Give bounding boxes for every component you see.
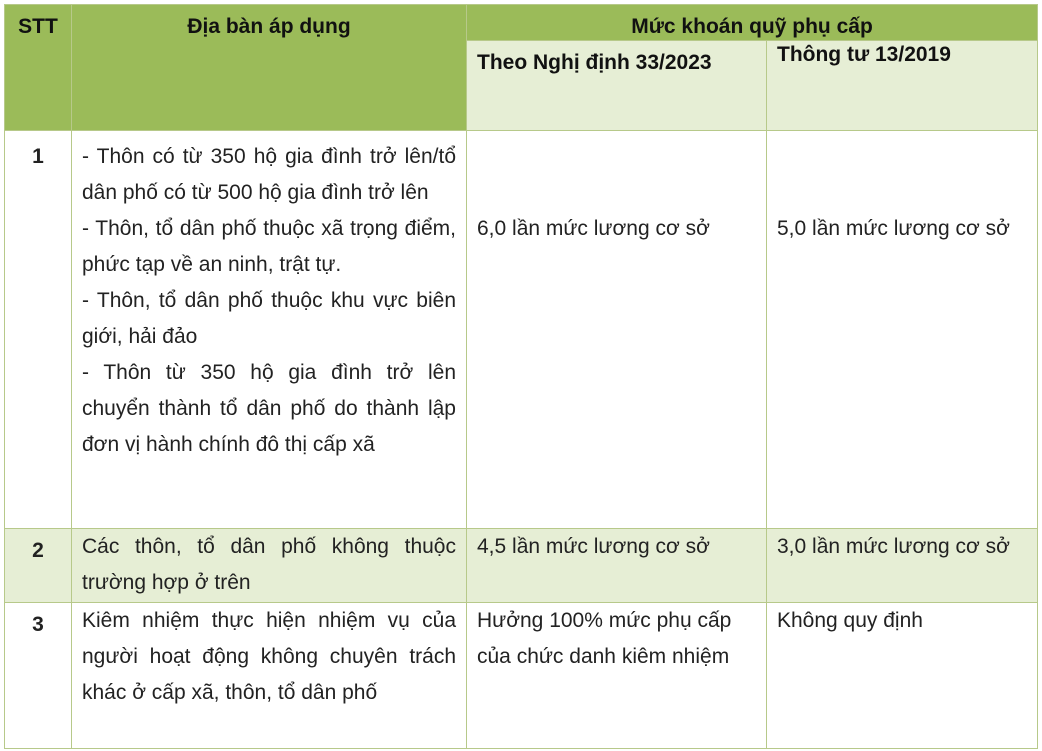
allowance-table bbox=[4, 4, 1038, 749]
row-decree-value: 4,5 lần mức lương cơ sở bbox=[467, 529, 767, 603]
header-decree-33-2023: Theo Nghị định 33/2023 bbox=[467, 41, 767, 131]
area-line: - Thôn, tổ dân phố thuộc xã trọng điểm, phức tạp về an ninh, trật tự. bbox=[82, 217, 456, 276]
row-decree-value: 6,0 lần mức lương cơ sở bbox=[467, 131, 767, 529]
table-row bbox=[5, 603, 1038, 749]
header-circular-13-2019: Thông tư 13/2019 bbox=[767, 41, 1038, 131]
row-decree-value: Hưởng 100% mức phụ cấp của chức danh kiêm nhiệm bbox=[467, 603, 767, 749]
header-area: Địa bàn áp dụng bbox=[72, 5, 467, 131]
row-stt: 1 bbox=[5, 131, 72, 529]
row-area: Kiêm nhiệm thực hiện nhiệm vụ của người hoạt động không chuyên trách khác ở cấp xã, thôn, tổ dân phố bbox=[72, 603, 467, 749]
row-circular-value: 3,0 lần mức lương cơ sở bbox=[767, 529, 1038, 603]
area-line: - Thôn có từ 350 hộ gia đình trở lên/tổ dân phố có từ 500 hộ gia đình trở lên bbox=[82, 145, 456, 204]
area-line: - Thôn, tổ dân phố thuộc khu vực biên giới, hải đảo bbox=[82, 289, 456, 348]
table-row bbox=[5, 131, 1038, 529]
row-stt: 2 bbox=[5, 529, 72, 603]
row-stt: 3 bbox=[5, 603, 72, 749]
header-allowance-group: Mức khoán quỹ phụ cấp bbox=[467, 5, 1038, 41]
header-stt: STT bbox=[5, 5, 72, 131]
row-area: Các thôn, tổ dân phố không thuộc trường hợp ở trên bbox=[72, 529, 467, 603]
row-circular-value: 5,0 lần mức lương cơ sở bbox=[767, 131, 1038, 529]
row-area bbox=[72, 131, 467, 529]
row-circular-value: Không quy định bbox=[767, 603, 1038, 749]
table-row bbox=[5, 529, 1038, 603]
area-line: - Thôn từ 350 hộ gia đình trở lên chuyển thành tổ dân phố do thành lập đơn vị hành chính đô thị cấp xã bbox=[82, 361, 456, 456]
